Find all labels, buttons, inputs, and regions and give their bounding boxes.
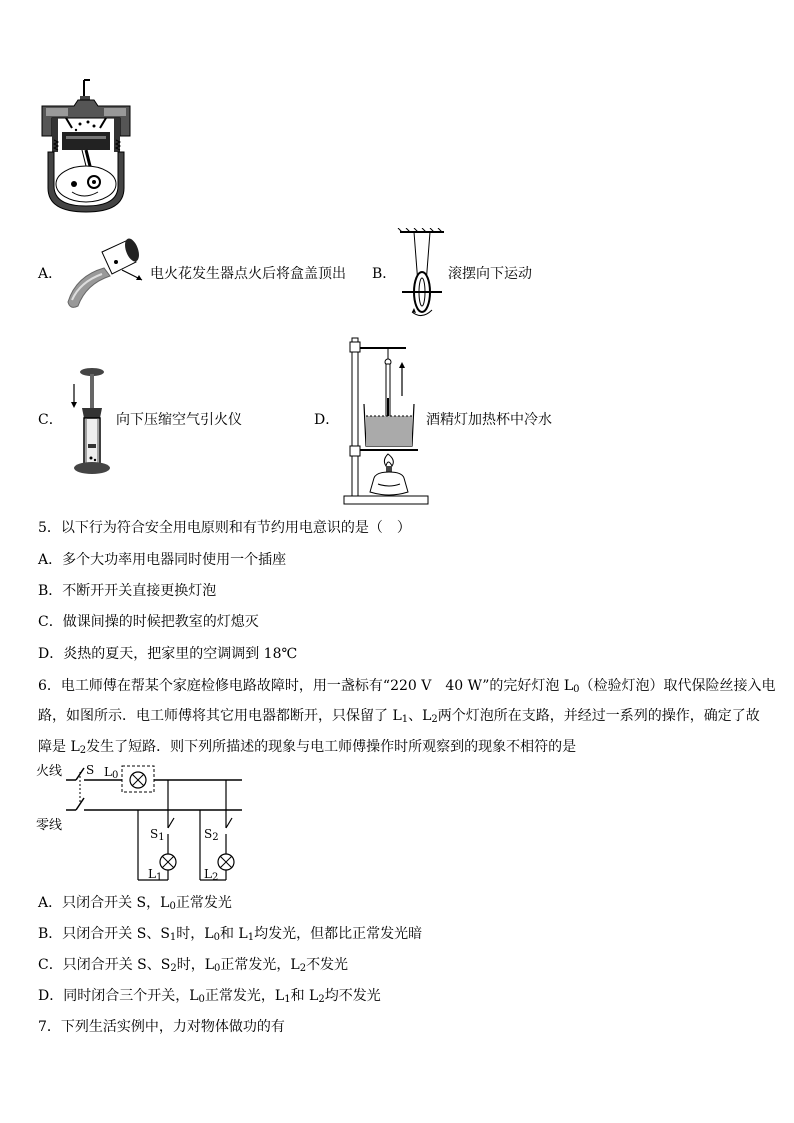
pendulum-wheel-figure <box>396 228 450 320</box>
live-wire-label: 火线 <box>36 764 63 779</box>
option-a-caption: 电火花发生器点火后将盒盖顶出 <box>150 266 346 282</box>
option-a-letter: A． <box>38 266 63 282</box>
question-5-option-a: A．多个大功率用电器同时使用一个插座 <box>38 552 287 568</box>
question-7-stem: 7．下列生活实例中，力对物体做功的有 <box>38 1019 285 1035</box>
lamp-l1-label: $L_1$ <box>148 867 163 883</box>
question-6-option-a: A．只闭合开关 S，$L_0$正常发光 <box>38 895 232 912</box>
option-c-caption: 向下压缩空气引火仪 <box>116 412 242 428</box>
lamp-l0-label: $L_0$ <box>104 765 119 781</box>
question-5-option-c: C．做课间操的时候把教室的灯熄灭 <box>38 614 259 630</box>
option-b-caption: 滚摆向下运动 <box>448 266 532 282</box>
switch-s2-label: $S_2$ <box>204 827 219 843</box>
question-6-stem-line-3: 障是 $L_2$发生了短路．则下列所描述的现象与电工师傅操作时所观察到的现象不相符的是 <box>38 739 577 756</box>
question-6-stem-line-2: 路，如图所示．电工师傅将其它用电器都断开，只保留了 $L_1$、$L_2$两个灯泡所在支路，并经过一系列的操作，确定了故 <box>38 708 760 725</box>
option-c-letter: C． <box>38 412 63 428</box>
switch-s-label: S <box>86 763 95 777</box>
question-5-stem: 5．以下行为符合安全用电原则和有节约用电意识的是（ ） <box>38 520 411 536</box>
air-compression-igniter-figure <box>66 364 112 476</box>
option-b-letter: B． <box>372 266 397 282</box>
question-5-option-b: B．不断开开关直接更换灯泡 <box>38 583 217 599</box>
switch-s1-label: $S_1$ <box>150 827 165 843</box>
option-d-letter: D． <box>314 412 340 428</box>
circuit-diagram <box>36 760 248 884</box>
spark-box-figure <box>64 232 154 312</box>
question-6-option-b: B．只闭合开关 S、$S_1$时，$L_0$和 $L_1$均发光，但都比正常发光暗 <box>38 926 423 943</box>
option-d-caption: 酒精灯加热杯中冷水 <box>426 412 552 428</box>
lamp-l2-label: $L_2$ <box>204 867 219 883</box>
question-6-option-c: C．只闭合开关 S、$S_2$时，$L_0$正常发光，$L_2$不发光 <box>38 957 349 974</box>
question-5-option-d: D．炎热的夏天，把家里的空调调到 18℃ <box>38 646 298 662</box>
question-6-stem-line-1: 6．电工师傅在帮某个家庭检修电路故障时，用一盏标有“220 V 40 W”的完好灯泡 $L_0$（检验灯泡）取代保险丝接入电 <box>38 678 776 695</box>
question-6-option-d: D．同时闭合三个开关，$L_0$正常发光，$L_1$和 $L_2$均不发光 <box>38 988 381 1005</box>
engine-figure <box>36 78 136 216</box>
beaker-heating-figure <box>342 336 434 506</box>
neutral-wire-label: 零线 <box>36 818 63 833</box>
